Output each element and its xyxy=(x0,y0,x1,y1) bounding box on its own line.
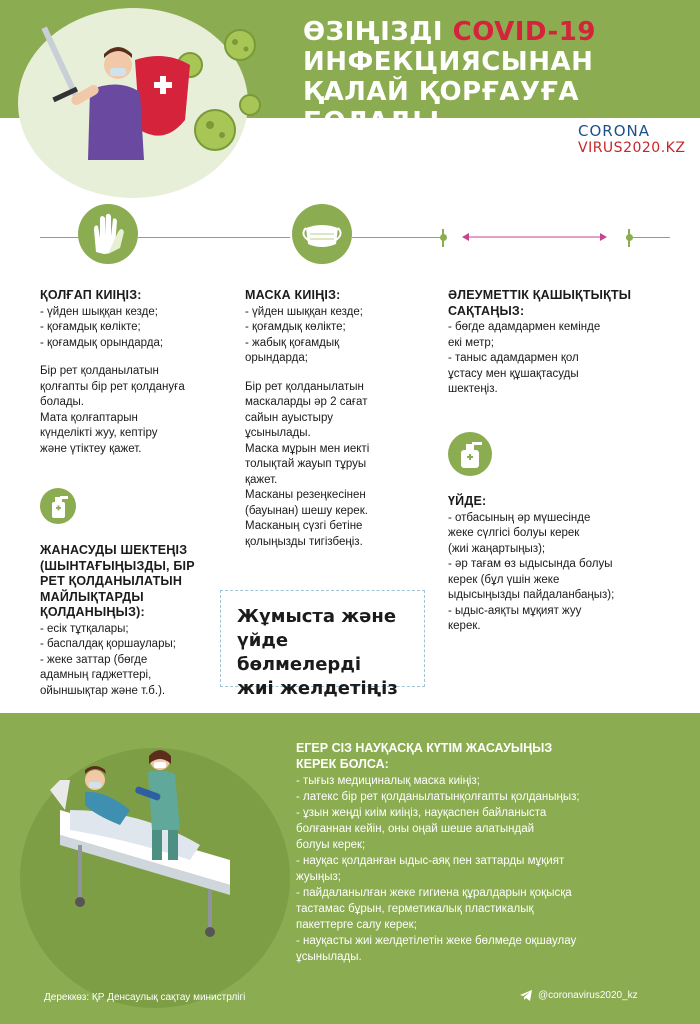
mask-note-line: Маска мұрын мен иекті xyxy=(245,442,370,455)
divider-line-mid-2 xyxy=(352,237,444,238)
mask-note-line: сайын ауыстыру xyxy=(245,411,333,424)
home-heading: ҮЙДЕ: xyxy=(448,494,487,508)
sword-icon xyxy=(41,26,80,102)
virus-icon xyxy=(178,30,260,150)
header xyxy=(0,0,700,175)
list-item: - қоғамдық көлікте; xyxy=(40,321,141,333)
title-accent: COVID-19 xyxy=(452,17,596,47)
contact-heading-line: ЖАНАСУДЫ ШЕКТЕҢІЗ xyxy=(40,543,188,557)
soap-dispenser-icon xyxy=(448,432,492,476)
mask-note-line: қолыңызды тигізбеңіз. xyxy=(245,535,363,548)
list-item: жуыңыз; xyxy=(296,871,341,883)
distance-heading-line: САҚТАҢЫЗ: xyxy=(448,303,525,318)
contact-heading-line: (ШЫНТАҒЫҢЫЗДЫ, БІР xyxy=(40,558,195,573)
gloves-note-line: күнделікті жуу, кептіру xyxy=(40,427,158,439)
list-item: тастамас бұрын, герметикалық пластикалық xyxy=(296,903,534,915)
list-item: керек. xyxy=(448,620,481,632)
home-section xyxy=(448,494,680,635)
telegram-icon xyxy=(520,990,532,1001)
mask-note-line: қажет. xyxy=(245,473,278,486)
list-item: ұстасу мен құшақтасуды xyxy=(448,367,579,380)
contact-section xyxy=(40,543,225,699)
callout-line: жиі желдетіңіз xyxy=(237,678,398,699)
mask-section xyxy=(245,288,425,550)
care-heading-line: КЕРЕК БОЛСА: xyxy=(296,757,389,771)
list-item: - жабық қоғамдық xyxy=(245,336,340,349)
contact-heading-line: МАЙЛЫҚТАРДЫ xyxy=(40,589,144,604)
list-item: екі метр; xyxy=(448,336,494,349)
mask-heading: МАСКА КИІҢІЗ: xyxy=(245,288,341,302)
mask-note-line: толықтай жауып тұруы xyxy=(245,458,367,470)
title-line-1: ӨЗІҢІЗДІ COVID-19 xyxy=(303,17,596,47)
title-line-3: ҚАЛАЙ ҚОРҒАУҒА БОЛАДЫ xyxy=(303,77,580,137)
divider-line-mid-1 xyxy=(138,237,290,238)
mask-note-line: Масканың сүзгі бетіне xyxy=(245,520,363,532)
list-item: - ұзын жеңді киім киіңіз, науқаспен байланыста xyxy=(296,807,547,819)
list-item: шектеңіз. xyxy=(448,383,498,395)
coronavirus-logo xyxy=(578,122,696,162)
social-handle[interactable] xyxy=(520,990,638,1001)
gloves-note-line: болады. xyxy=(40,396,85,408)
logo-bottom: VIRUS2020.KZ xyxy=(578,140,686,156)
mask-icon-circle xyxy=(292,204,352,264)
man-figure xyxy=(70,47,144,160)
care-heading-line: ЕГЕР СІЗ НАУҚАСҚА КҮТІМ ЖАСАУЫҢЫЗ xyxy=(296,741,553,755)
contact-heading-line: РЕТ ҚОЛДАНЫЛАТЫН xyxy=(40,574,183,588)
distance-heading-line: ӘЛЕУМЕТТІК ҚАШЫҚТЫҚТЫ xyxy=(448,288,632,302)
list-item: - жеке заттар (бөгде xyxy=(40,653,148,666)
list-item: ыдысыңызды пайдаланбаңыз); xyxy=(448,589,615,601)
list-item: адамның гаджеттері, xyxy=(40,669,152,681)
list-item: - баспалдақ қоршаулары; xyxy=(40,638,176,650)
callout-line: үйде бөлмелерді xyxy=(237,630,362,675)
caregiving-section xyxy=(296,740,696,965)
list-item: - тығыз медициналық маска киіңіз; xyxy=(296,775,480,787)
list-item: ойыншықтар және т.б.). xyxy=(40,684,166,697)
list-item: - пайдаланылған жеке гигиена құралдарын қоқысқа xyxy=(296,887,572,899)
caregiver-illustration xyxy=(40,750,260,940)
list-item: (жиі жаңартыңыз); xyxy=(448,542,546,555)
list-item: - науқасты жиі желдетілетін жеке бөлмеде оқшаулау xyxy=(296,935,577,947)
spray-bottle-icon xyxy=(40,488,76,524)
list-item: - қоғамдық орындарда; xyxy=(40,336,164,349)
gloves-note-line: және үтіктеу қажет. xyxy=(40,442,142,455)
mask-note-line: Масканы резеңкесінен xyxy=(245,489,366,501)
mask-icon xyxy=(292,204,352,264)
list-item: болуы керек; xyxy=(296,839,366,851)
gloves-note-line: қолғапты бір рет қолдануға xyxy=(40,380,185,393)
list-item: - әр тағам өз ыдысында болуы xyxy=(448,558,613,570)
list-item: болғаннан кейін, оны оңай шеше алатындай xyxy=(296,823,535,835)
gloves-note-line: Бір рет қолданылатын xyxy=(40,365,159,377)
list-item: ұсынылады. xyxy=(296,951,362,963)
divider-line-left xyxy=(40,237,80,238)
list-item: - латекс бір рет қолданылатынқолғапты қолданыңыз; xyxy=(296,791,580,803)
hero-illustration xyxy=(40,20,270,180)
callout-line: Жұмыста және xyxy=(237,606,397,627)
gloves-section xyxy=(40,288,220,457)
sanitizer-icon-circle xyxy=(40,488,76,524)
gloves-note-line: Мата қолғаптарын xyxy=(40,411,138,424)
gloves-heading: ҚОЛҒАП КИІҢІЗ: xyxy=(40,288,142,302)
source-credit: Дереккөз: ҚР Денсаулық сақтау министрлігі xyxy=(44,992,246,1003)
divider-line-right xyxy=(630,237,670,238)
mask-note-line: ұсынылады. xyxy=(245,427,311,439)
list-item: - ыдыс-аяқты мұқият жуу xyxy=(448,604,582,617)
ventilation-callout xyxy=(220,590,425,699)
list-item: - үйден шыққан кезде; xyxy=(245,305,363,318)
logo-top: CORONA xyxy=(578,122,650,140)
list-item: - есік тұтқалары; xyxy=(40,622,129,635)
shield-icon xyxy=(135,56,190,136)
page-title xyxy=(303,17,683,137)
soap-icon-circle xyxy=(448,432,492,476)
list-item: - үйден шыққан кезде; xyxy=(40,305,158,318)
mask-note-line: Бір рет қолданылатын xyxy=(245,380,364,393)
list-item: керек (бұл үшін жеке xyxy=(448,573,560,586)
mask-note-line: (бауынан) шешу керек. xyxy=(245,504,368,517)
hospital-bed-icon xyxy=(50,780,230,937)
distance-arrow-icon xyxy=(462,232,607,242)
distance-section xyxy=(448,288,678,398)
list-item: - бөгде адамдармен кемінде xyxy=(448,321,601,333)
list-item: - таныс адамдармен қол xyxy=(448,352,579,364)
contact-heading-line: ҚОЛДАНЫҢЫЗ): xyxy=(40,605,145,619)
list-item: - науқас қолданған ыдыс-аяқ пен заттарды мұқият xyxy=(296,855,565,867)
list-item: - қоғамдық көлікте; xyxy=(245,321,346,333)
list-item: пакеттерге салу керек; xyxy=(296,919,417,931)
list-item: жеке сүлгісі болуы керек xyxy=(448,527,580,539)
gloves-icon-circle xyxy=(78,204,138,264)
list-item: - отбасының әр мүшесінде xyxy=(448,511,591,524)
list-item: орындарда; xyxy=(245,352,308,364)
distance-dot-left xyxy=(440,234,447,241)
gloves-icon xyxy=(78,204,138,264)
social-handle-text: @coronavirus2020_kz xyxy=(538,990,638,1001)
title-line-2: ИНФЕКЦИЯСЫНАН xyxy=(303,47,594,77)
mask-note-line: маскаларды әр 2 сағат xyxy=(245,396,368,408)
